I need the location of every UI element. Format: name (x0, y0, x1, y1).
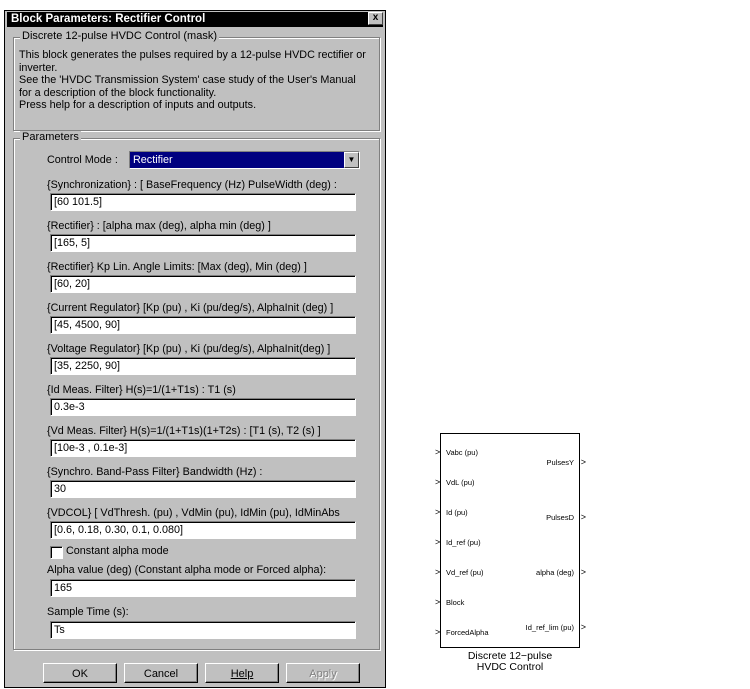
description-line: This block generates the pulses required by a 12-pulse HVDC rectifier or (19, 49, 366, 61)
bandpass-filter-field[interactable]: 30 (50, 480, 356, 498)
sample-time-field[interactable]: Ts (50, 621, 356, 639)
constant-alpha-label: Constant alpha mode (66, 545, 169, 557)
description-line: See the 'HVDC Transmission System' case study of the User's Manual (19, 74, 356, 86)
dialog-title: Block Parameters: Rectifier Control (7, 12, 383, 27)
bandpass-filter-label: {Synchro. Band-Pass Filter} Bandwidth (Hz) : (47, 466, 263, 478)
control-mode-value: Rectifier (133, 154, 173, 166)
vd-filter-field[interactable]: [10e-3 , 0.1e-3] (50, 439, 356, 457)
cancel-button[interactable] (124, 663, 198, 683)
alpha-value-label: Alpha value (deg) (Constant alpha mode or Forced alpha): (47, 564, 327, 576)
input-port-vdl: VdL (pu) (446, 478, 475, 487)
input-port-arrow[interactable]: > (435, 627, 441, 637)
input-port-forced-alpha: ForcedAlpha (446, 628, 489, 637)
ok-button-label: OK (72, 668, 88, 680)
input-port-id: Id (pu) (446, 508, 468, 517)
output-port-arrow[interactable]: > (580, 622, 586, 632)
rectifier-alpha-label: {Rectifier} : [alpha max (deg), alpha min (deg) ] (47, 220, 271, 232)
synchronization-field[interactable]: [60 101.5] (50, 193, 356, 211)
chevron-down-icon[interactable]: ▼ (344, 152, 359, 168)
help-button-label: Help (230, 668, 254, 680)
voltage-regulator-field[interactable]: [35, 2250, 90] (50, 357, 356, 375)
parameters-group (13, 131, 380, 650)
input-port-vabc: Vabc (pu) (446, 448, 478, 457)
output-port-arrow[interactable]: > (580, 567, 586, 577)
description-text (19, 49, 374, 112)
kp-angle-limits-label: {Rectifier} Kp Lin. Angle Limits: [Max (deg), Min (deg) ] (47, 261, 307, 273)
output-port-pulses-y: PulsesY (546, 458, 574, 467)
input-port-vd-ref: Vd_ref (pu) (446, 568, 484, 577)
hvdc-control-block[interactable] (435, 433, 586, 648)
kp-angle-limits-field[interactable]: [60, 20] (50, 275, 356, 293)
id-filter-label: {Id Meas. Filter} H(s)=1/(1+T1s) : T1 (s) (47, 384, 236, 396)
block-caption-line: Discrete 12−pulse (467, 650, 553, 662)
block-caption (440, 651, 580, 673)
current-regulator-label: {Current Regulator} [Kp (pu) , Ki (pu/deg/s), AlphaInit (deg) ] (47, 302, 334, 314)
description-line: inverter. (19, 61, 58, 74)
constant-alpha-checkbox[interactable] (50, 546, 63, 559)
output-port-arrow[interactable]: > (580, 512, 586, 522)
input-port-arrow[interactable]: > (435, 477, 441, 487)
alpha-value-field[interactable]: 165 (50, 579, 356, 597)
input-port-arrow[interactable]: > (435, 597, 441, 607)
sample-time-label: Sample Time (s): (47, 606, 129, 618)
vdcol-field[interactable]: [0.6, 0.18, 0.30, 0.1, 0.080] (50, 521, 356, 539)
description-line: Press help for a description of inputs and outputs. (19, 99, 257, 111)
input-port-id-ref: Id_ref (pu) (446, 538, 481, 547)
block-caption-line: HVDC Control (476, 661, 544, 673)
output-port-arrow[interactable]: > (580, 457, 586, 467)
current-regulator-field[interactable]: [45, 4500, 90] (50, 316, 356, 334)
ok-button[interactable] (43, 663, 117, 683)
apply-button[interactable] (286, 663, 360, 683)
voltage-regulator-label: {Voltage Regulator} [Kp (pu) , Ki (pu/deg/s), AlphaInit(deg) ] (47, 343, 331, 355)
apply-button-label: Apply (309, 668, 337, 680)
description-line: for a description of the block functionality. (19, 86, 217, 99)
synchronization-label: {Synchronization} : [ BaseFrequency (Hz) PulseWidth (deg) : (47, 179, 337, 191)
input-port-arrow[interactable]: > (435, 447, 441, 457)
description-group (13, 30, 380, 131)
close-button[interactable]: x (368, 12, 383, 25)
parameters-group-title: Parameters (22, 131, 79, 143)
id-filter-field[interactable]: 0.3e-3 (50, 398, 356, 416)
output-port-pulses-d: PulsesD (546, 513, 574, 522)
control-mode-select[interactable] (129, 151, 360, 169)
cancel-button-label: Cancel (143, 668, 179, 680)
output-port-alpha: alpha (deg) (536, 568, 574, 577)
control-mode-label: Control Mode : (47, 154, 118, 166)
description-group-title: Discrete 12-pulse HVDC Control (mask) (22, 30, 217, 42)
rectifier-alpha-field[interactable]: [165, 5] (50, 234, 356, 252)
help-button[interactable] (205, 663, 279, 683)
input-port-arrow[interactable]: > (435, 567, 441, 577)
vd-filter-label: {Vd Meas. Filter} H(s)=1/(1+T1s)(1+T2s) : [T1 (s), T2 (s) ] (47, 425, 321, 437)
vdcol-label: {VDCOL} [ VdThresh. (pu) , VdMin (pu), IdMin (pu), IdMinAbs (47, 507, 340, 519)
block-parameters-dialog (4, 10, 386, 688)
input-port-arrow[interactable]: > (435, 537, 441, 547)
output-port-id-ref-lim: Id_ref_lim (pu) (525, 623, 574, 632)
input-port-arrow[interactable]: > (435, 507, 441, 517)
input-port-block: Block (446, 598, 465, 607)
